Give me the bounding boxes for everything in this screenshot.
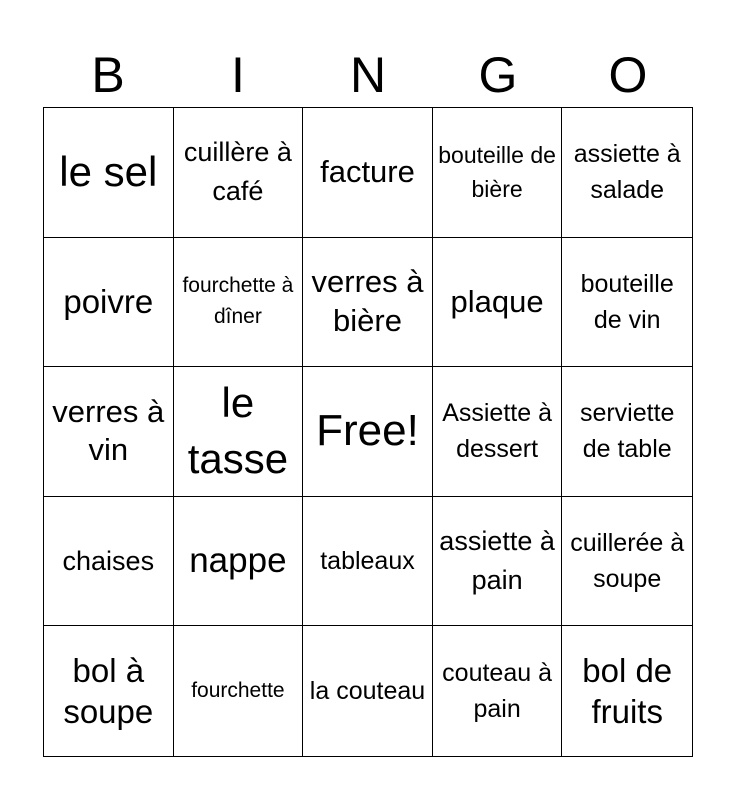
bingo-cell[interactable]: [562, 238, 692, 368]
bingo-cell[interactable]: [303, 238, 433, 368]
bingo-cell[interactable]: [44, 626, 174, 756]
bingo-cell[interactable]: [562, 497, 692, 627]
cell-text: tableaux: [320, 546, 415, 575]
bingo-cell[interactable]: [562, 626, 692, 756]
cell-text: bol à soupe: [63, 651, 154, 731]
cell-text: plaque: [450, 283, 544, 319]
bingo-cell[interactable]: [174, 497, 304, 627]
cell-text: Assiette à dessert: [442, 399, 552, 464]
bingo-cell[interactable]: [303, 626, 433, 756]
header-letter-g: G: [478, 47, 518, 103]
cell-text: verres à bière: [311, 264, 424, 338]
cell-text: facture: [320, 153, 415, 189]
cell-text: assiette à pain: [439, 525, 555, 596]
bingo-cell[interactable]: [433, 367, 563, 497]
bingo-cell[interactable]: [303, 497, 433, 627]
cell-text: fourchette à dîner: [182, 274, 294, 328]
cell-text: nappe: [189, 541, 287, 581]
bingo-cell[interactable]: [44, 108, 174, 238]
bingo-cell[interactable]: [44, 367, 174, 497]
bingo-cell[interactable]: [562, 108, 692, 238]
header-letter-n: N: [349, 47, 387, 103]
bingo-cell[interactable]: [433, 626, 563, 756]
cell-text: fourchette: [191, 678, 285, 702]
header-letter-b: B: [91, 47, 125, 103]
cell-text: bouteille de bière: [438, 141, 556, 203]
cell-text: le tasse: [187, 378, 289, 483]
cell-text: bouteille de vin: [580, 269, 674, 334]
cell-text: verres à vin: [52, 393, 165, 468]
cell-text: serviette de table: [579, 399, 675, 464]
cell-text: couteau à pain: [442, 658, 552, 724]
cell-text: chaises: [62, 545, 155, 576]
bingo-cell[interactable]: [433, 497, 563, 627]
cell-text: cuillère à café: [183, 137, 292, 207]
free-space-cell[interactable]: [303, 367, 433, 497]
cell-text: bol de fruits: [582, 651, 673, 731]
bingo-cell[interactable]: [44, 497, 174, 627]
cell-text: la couteau: [309, 677, 426, 706]
header-letter-o: O: [608, 47, 648, 103]
cell-text: cuillerée à soupe: [570, 528, 685, 594]
free-space-text: Free!: [316, 406, 419, 456]
bingo-cell[interactable]: [44, 238, 174, 368]
bingo-cell[interactable]: [174, 238, 304, 368]
bingo-cell[interactable]: [174, 367, 304, 497]
bingo-header: [43, 44, 693, 106]
bingo-cell[interactable]: [303, 108, 433, 238]
cell-text: poivre: [63, 283, 154, 321]
bingo-cell[interactable]: [174, 626, 304, 756]
bingo-cell[interactable]: [433, 238, 563, 368]
header-letter-i: I: [231, 47, 245, 103]
cell-text: assiette à salade: [573, 140, 681, 205]
bingo-cell[interactable]: [174, 108, 304, 238]
bingo-board: [43, 107, 693, 757]
bingo-cell[interactable]: [562, 367, 692, 497]
cell-text: le sel: [59, 147, 158, 195]
bingo-cell[interactable]: [433, 108, 563, 238]
